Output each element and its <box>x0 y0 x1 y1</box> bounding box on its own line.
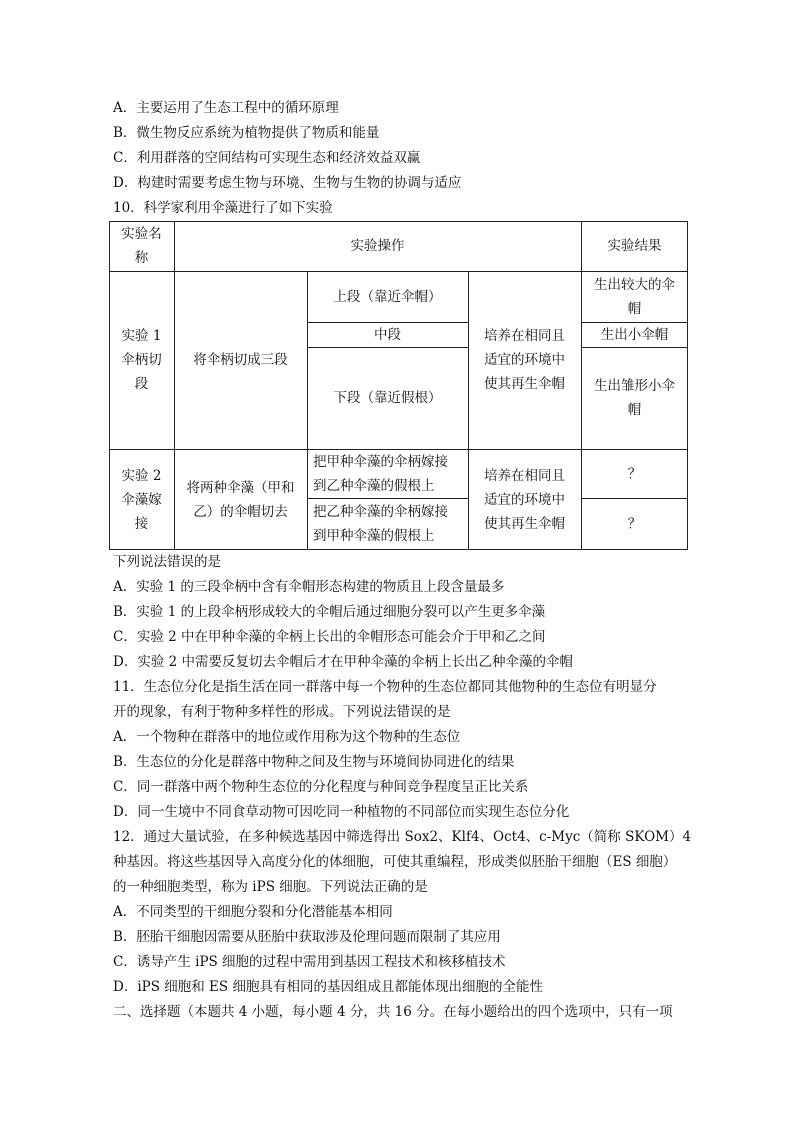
q10-option-a: A．实验 1 的三段伞柄中含有伞帽形态构建的物质且上段含量最多 <box>113 579 505 595</box>
exp2-graft-a: 把甲种伞藻的伞柄嫁接 到乙种伞藻的假根上 <box>313 453 448 494</box>
exp2-culture: 培养在相同且 适宜的环境中 使其再生伞帽 <box>484 467 565 532</box>
exp2-operation: 将两种伞藻（甲和 乙）的伞帽切去 <box>186 479 295 520</box>
q9-option-d: D．构建时需要考虑生物与环境、生物与生物的协调与适应 <box>113 175 462 191</box>
q10-option-c: C．实验 2 中在甲种伞藻的伞柄上长出的伞帽形态可能会介于甲和乙之间 <box>113 629 546 645</box>
exp1-segment-lower: 下段（靠近假根） <box>333 390 442 406</box>
exp2-graft-b: 把乙种伞藻的伞柄嫁接 到甲种伞藻的假根上 <box>313 504 448 544</box>
exp2-result-b: ？ <box>627 516 642 532</box>
q12-stem-line1: 12．通过大量试验，在多种候选基因中筛选得出 Sox2、Klf4、Oct4、c-Myc（简称 SKOM）4 <box>113 829 692 845</box>
q12-stem-line2: 种基因。将这些基因导入高度分化的体细胞，可使其重编程，形成类似胚胎干细胞（ES 细胞） <box>113 854 677 870</box>
exp2-name: 实验 2 伞藻嫁 接 <box>121 467 162 532</box>
q10-question: 下列说法错误的是 <box>113 554 221 570</box>
exp1-result-lower: 生出雏形小伞 帽 <box>594 378 675 418</box>
q9-option-a: A．主要运用了生态工程中的循环原理 <box>113 100 339 116</box>
q12-option-b: B．胚胎干细胞因需要从胚胎中获取涉及伦理问题而限制了其应用 <box>113 929 501 945</box>
q10-option-b: B．实验 1 的上段伞柄形成较大的伞帽后通过细胞分裂可以产生更多伞藻 <box>113 604 546 620</box>
q11-option-b: B．生态位的分化是群落中物种之间及生物与环境间协同进化的结果 <box>113 754 515 770</box>
section2-heading: 二、选择题（本题共 4 小题，每小题 4 分，共 16 分。在每小题给出的四个选项中，只有一项 <box>113 1004 673 1020</box>
header-result: 实验结果 <box>607 238 662 254</box>
experiment-table <box>109 221 688 550</box>
q12-stem-line3: 的一种细胞类型，称为 iPS 细胞。下列说法正确的是 <box>113 879 428 895</box>
exp1-result-middle: 生出小伞帽 <box>600 326 669 343</box>
header-experiment-name: 实验名 称 <box>121 226 162 266</box>
q12-option-a: A．不同类型的干细胞分裂和分化潜能基本相同 <box>113 904 393 920</box>
header-operation: 实验操作 <box>350 238 405 254</box>
q11-option-c: C．同一群落中两个物种生态位的分化程度与种间竞争程度呈正比关系 <box>113 779 529 795</box>
exp2-result-a: ？ <box>627 465 642 482</box>
exp1-culture: 培养在相同且 适宜的环境中 使其再生伞帽 <box>484 328 565 392</box>
exp1-name: 实验 1 伞柄切 段 <box>121 328 162 392</box>
q12-option-d: D．iPS 细胞和 ES 细胞具有相同的基因组成且都能体现出细胞的全能性 <box>113 979 543 995</box>
q9-option-b: B．微生物反应系统为植物提供了物质和能量 <box>113 125 380 141</box>
q11-stem-line2: 开的现象，有利于物种多样性的形成。下列说法错误的是 <box>113 704 451 720</box>
q10-stem: 10．科学家利用伞藻进行了如下实验 <box>113 200 333 216</box>
q11-option-a: A．一个物种在群落中的地位或作用称为这个物种的生态位 <box>113 729 461 745</box>
q12-option-c: C．诱导产生 iPS 细胞的过程中需用到基因工程技术和核移植技术 <box>113 954 506 970</box>
exp1-result-upper: 生出较大的伞 帽 <box>594 276 675 317</box>
q11-option-d: D．同一生境中不同食草动物可因吃同一种植物的不同部位而实现生态位分化 <box>113 804 570 820</box>
exp1-operation: 将伞柄切成三段 <box>193 352 288 368</box>
exp1-segment-upper: 上段（靠近伞帽） <box>333 288 442 305</box>
exp1-segment-middle: 中段 <box>374 326 401 343</box>
q11-stem-line1: 11．生态位分化是指生活在同一群落中每一个物种的生态位都同其他物种的生态位有明显分 <box>113 679 657 695</box>
q9-option-c: C．利用群落的空间结构可实现生态和经济效益双赢 <box>113 150 421 166</box>
q10-option-d: D．实验 2 中需要反复切去伞帽后才在甲种伞藻的伞柄上长出乙种伞藻的伞帽 <box>113 654 573 670</box>
